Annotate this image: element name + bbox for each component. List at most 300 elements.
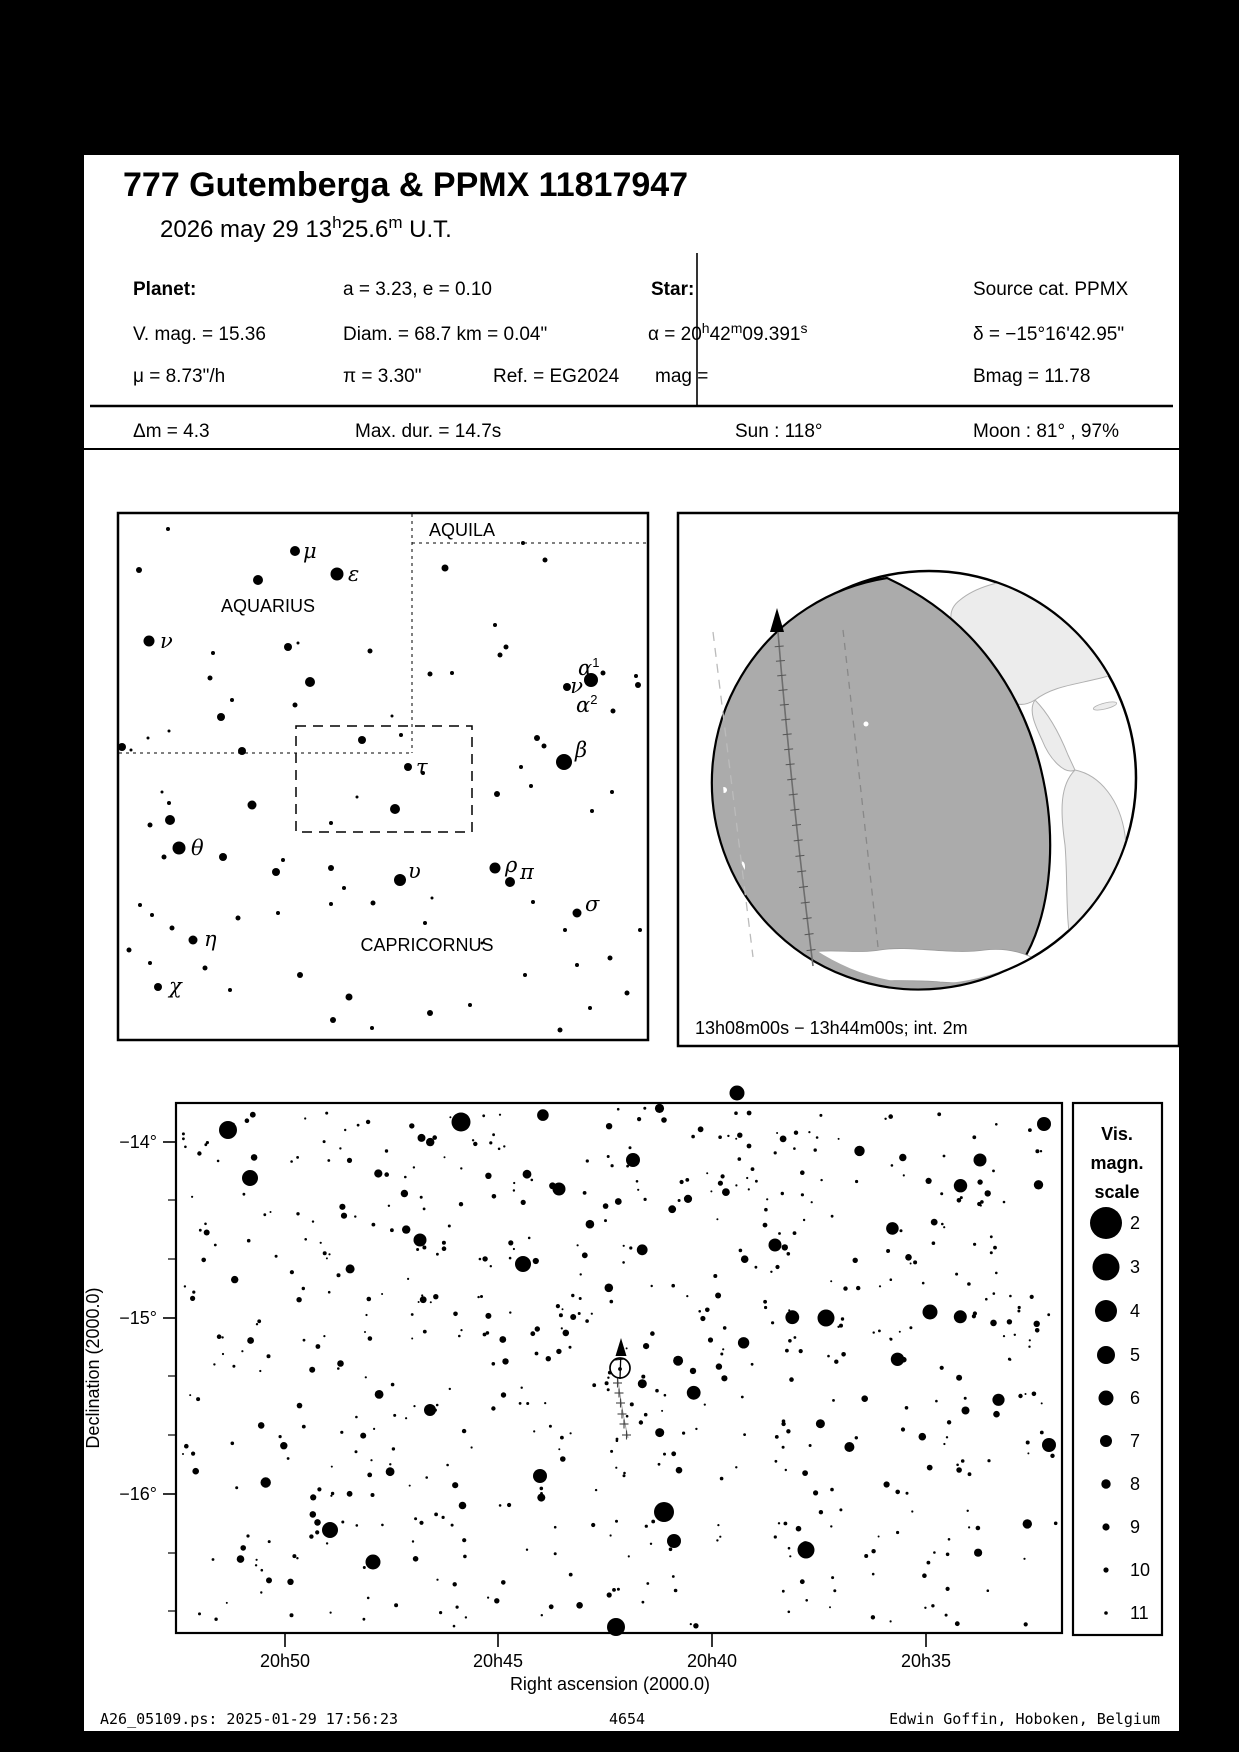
bright-star xyxy=(533,1469,547,1483)
field-star xyxy=(803,1219,805,1221)
field-star xyxy=(853,1258,858,1263)
field-star xyxy=(943,1443,945,1445)
field-star xyxy=(1041,1402,1043,1404)
field-star xyxy=(409,1485,411,1487)
field-star xyxy=(339,1147,341,1149)
field-star xyxy=(993,1246,997,1250)
star-greek-label: ν xyxy=(160,629,173,653)
star-dot xyxy=(523,973,527,977)
star-dot xyxy=(391,715,394,718)
field-star xyxy=(909,1326,912,1329)
star-dot xyxy=(394,874,406,886)
field-star xyxy=(499,1114,501,1116)
field-star xyxy=(259,1370,261,1372)
field-star xyxy=(946,1587,950,1591)
mag-sample-dot xyxy=(1097,1346,1115,1364)
field-star xyxy=(781,1422,785,1426)
bright-star xyxy=(974,1154,987,1167)
field-star xyxy=(710,1190,712,1192)
field-star xyxy=(257,1319,261,1323)
field-star xyxy=(231,1442,235,1446)
mag-sample-dot xyxy=(1099,1391,1114,1406)
star-dot xyxy=(248,801,257,810)
field-star xyxy=(720,1477,724,1481)
field-star xyxy=(831,1215,834,1218)
field-star xyxy=(650,1331,655,1336)
field-star xyxy=(774,1535,777,1538)
field-star xyxy=(785,1469,787,1471)
star-dot xyxy=(493,623,497,627)
field-star xyxy=(698,1126,704,1132)
field-star xyxy=(911,1510,913,1512)
field-star xyxy=(933,1551,936,1554)
field-star xyxy=(651,1285,653,1287)
field-star xyxy=(1034,1180,1043,1189)
field-star xyxy=(841,1317,844,1320)
field-star xyxy=(1035,1149,1039,1153)
bright-star xyxy=(769,1239,782,1252)
mag-value-label: 3 xyxy=(1130,1257,1141,1277)
page-title: 777 Gutemberga & PPMX 11817947 xyxy=(123,166,689,204)
field-star xyxy=(388,1205,390,1207)
planet-orbit: a = 3.23, e = 0.10 xyxy=(343,279,492,300)
field-star xyxy=(449,1388,451,1390)
field-star xyxy=(682,1432,685,1435)
field-star xyxy=(738,1157,742,1161)
mag-sample-dot xyxy=(1090,1207,1122,1239)
mag-sample-dot xyxy=(1093,1254,1120,1281)
field-star xyxy=(1040,1150,1042,1152)
star-dot xyxy=(428,672,433,677)
field-star xyxy=(411,1338,413,1340)
field-star xyxy=(537,1494,545,1502)
field-star xyxy=(775,1460,778,1463)
field-star xyxy=(375,1390,384,1399)
field-star xyxy=(309,1534,313,1538)
field-star xyxy=(838,1138,840,1140)
field-star xyxy=(687,1386,701,1400)
star-source-cat: Source cat. PPMX xyxy=(973,279,1129,300)
field-star xyxy=(290,1270,294,1274)
field-star xyxy=(899,1154,906,1161)
field-star xyxy=(721,1375,727,1381)
field-star xyxy=(816,1419,825,1428)
field-star xyxy=(674,1589,678,1593)
field-star xyxy=(356,1524,359,1527)
field-star xyxy=(782,1446,785,1449)
field-star xyxy=(296,1156,299,1159)
field-star xyxy=(231,1276,238,1283)
field-star xyxy=(416,1248,419,1251)
field-star xyxy=(323,1140,326,1143)
field-star xyxy=(827,1355,830,1358)
field-star xyxy=(987,1589,990,1592)
field-star xyxy=(485,1173,491,1179)
field-star xyxy=(879,1285,881,1287)
star-dot xyxy=(127,948,132,953)
x-axis-label: Right ascension (2000.0) xyxy=(509,1674,711,1694)
field-star xyxy=(411,1313,414,1316)
field-star xyxy=(715,1293,721,1299)
field-star xyxy=(314,1519,321,1526)
star-label: Star: xyxy=(651,279,695,300)
field-star xyxy=(987,1459,990,1462)
field-star xyxy=(442,1241,446,1245)
field-star xyxy=(489,1141,492,1144)
field-star xyxy=(905,1406,909,1410)
star-dot xyxy=(498,653,503,658)
field-star xyxy=(1027,1452,1029,1454)
star-dot xyxy=(208,676,213,681)
field-star xyxy=(540,1492,543,1495)
field-star xyxy=(655,1104,664,1113)
field-star xyxy=(722,1348,724,1350)
field-star xyxy=(931,1219,938,1226)
field-star xyxy=(977,1179,982,1184)
star-dot xyxy=(638,928,642,932)
field-star xyxy=(819,1114,822,1117)
field-star xyxy=(280,1442,287,1449)
field-star xyxy=(213,1363,215,1365)
field-star xyxy=(954,1179,967,1192)
field-star xyxy=(800,1579,805,1584)
field-star xyxy=(430,1301,432,1303)
field-star xyxy=(607,1388,610,1391)
star-dec: δ = −15°16'42.95" xyxy=(973,324,1125,345)
field-star xyxy=(462,1429,466,1433)
field-star xyxy=(995,1272,998,1275)
star-dot xyxy=(521,541,525,545)
star-dot xyxy=(442,565,449,572)
field-star xyxy=(629,1246,632,1249)
field-star xyxy=(690,1368,696,1374)
field-star xyxy=(747,1144,752,1149)
planet-label: Planet: xyxy=(133,279,197,300)
field-star xyxy=(501,1392,506,1397)
field-star xyxy=(407,1278,409,1280)
field-star xyxy=(643,1343,649,1349)
field-star xyxy=(419,1521,423,1525)
field-star xyxy=(811,1201,813,1203)
field-star xyxy=(861,1395,868,1402)
field-star xyxy=(586,1220,595,1229)
field-star xyxy=(477,1296,479,1298)
field-star xyxy=(612,1588,616,1592)
field-star xyxy=(611,1164,614,1167)
field-star xyxy=(418,1301,420,1303)
field-star xyxy=(901,1427,905,1431)
field-star xyxy=(641,1375,645,1379)
field-star xyxy=(913,1260,917,1264)
field-star xyxy=(615,1520,618,1523)
star-dot xyxy=(328,865,334,871)
field-star xyxy=(465,1616,467,1618)
y-tick-label: −16° xyxy=(119,1484,157,1504)
field-star xyxy=(422,1246,426,1250)
field-star xyxy=(535,1326,540,1331)
field-star xyxy=(899,1331,901,1333)
field-star xyxy=(232,1365,235,1368)
field-star xyxy=(787,1252,791,1256)
field-star xyxy=(604,1219,607,1222)
field-star xyxy=(673,1356,683,1366)
field-star xyxy=(716,1539,718,1541)
field-star xyxy=(831,1576,834,1579)
star-dot xyxy=(356,796,359,799)
star-dot xyxy=(543,558,548,563)
field-star xyxy=(554,1526,557,1529)
field-star xyxy=(903,1174,905,1176)
field-star xyxy=(764,1306,767,1309)
bright-star xyxy=(219,1121,237,1139)
field-star xyxy=(1047,1313,1050,1316)
field-star xyxy=(895,1490,900,1495)
field-star xyxy=(315,1530,319,1534)
field-star xyxy=(1024,1622,1028,1626)
field-star xyxy=(444,1156,446,1158)
field-star xyxy=(956,1467,962,1473)
star-dot xyxy=(608,956,613,961)
star-dot xyxy=(519,765,523,769)
field-star xyxy=(943,1155,946,1158)
field-star xyxy=(796,1526,802,1532)
field-star xyxy=(993,1411,1000,1418)
field-star xyxy=(251,1154,258,1161)
field-star xyxy=(793,1147,796,1150)
field-star xyxy=(878,1330,881,1333)
field-star xyxy=(973,1311,977,1315)
field-star xyxy=(226,1602,228,1604)
field-star xyxy=(844,1442,854,1452)
field-star xyxy=(556,1349,561,1354)
field-star xyxy=(509,1311,511,1313)
field-star xyxy=(946,1553,950,1557)
field-star xyxy=(720,1353,723,1356)
star-dot xyxy=(575,963,579,967)
field-star xyxy=(1007,1319,1012,1324)
star-dot xyxy=(534,735,540,741)
field-star xyxy=(985,1190,991,1196)
field-star xyxy=(240,1545,246,1551)
field-star xyxy=(855,1436,858,1439)
field-star xyxy=(337,1360,344,1367)
field-star xyxy=(684,1195,692,1203)
field-star xyxy=(948,1538,951,1541)
star-dot xyxy=(431,897,434,900)
event-date: 2026 may 29 13$^h$25.6$^m$ U.T. xyxy=(160,213,452,243)
field-star xyxy=(341,1213,347,1219)
field-star xyxy=(968,1472,972,1476)
x-tick-label: 20h45 xyxy=(472,1651,524,1671)
star-dot xyxy=(154,983,162,991)
field-star xyxy=(267,1354,271,1358)
field-star xyxy=(927,1561,931,1565)
field-star xyxy=(371,1493,375,1497)
field-star xyxy=(638,1379,647,1388)
field-star xyxy=(544,1402,546,1404)
field-star xyxy=(967,1282,971,1286)
mag-value-label: 9 xyxy=(1130,1517,1141,1537)
field-star xyxy=(373,1428,375,1430)
field-star xyxy=(191,1452,195,1456)
field-star xyxy=(755,1180,758,1183)
field-star xyxy=(1035,1328,1040,1333)
field-star xyxy=(788,1547,791,1550)
field-star xyxy=(290,1160,293,1163)
field-star xyxy=(521,1387,523,1389)
star-dot xyxy=(590,809,594,813)
star-greek-label: $\alpha^1$ xyxy=(578,655,600,680)
field-star xyxy=(535,1352,539,1356)
field-star xyxy=(436,1404,439,1407)
star-greek-label: β xyxy=(575,738,588,762)
field-star xyxy=(458,1335,461,1338)
field-star xyxy=(451,1524,454,1527)
field-star xyxy=(184,1146,187,1149)
field-star xyxy=(374,1169,382,1177)
field-star xyxy=(579,1297,582,1300)
field-star xyxy=(199,1229,202,1232)
field-star xyxy=(421,1294,423,1296)
field-star xyxy=(778,1522,780,1524)
field-star xyxy=(487,1597,489,1599)
field-star xyxy=(246,1534,249,1537)
field-star xyxy=(357,1124,360,1127)
bright-star xyxy=(667,1534,681,1548)
star-greek-label: σ xyxy=(585,892,600,916)
field-star xyxy=(513,1189,515,1191)
field-star xyxy=(323,1251,327,1255)
field-star xyxy=(680,1180,684,1184)
star-dot xyxy=(297,972,303,978)
star-greek-label: τ xyxy=(416,755,428,779)
field-star xyxy=(651,1520,655,1524)
field-star xyxy=(275,1255,278,1258)
field-star xyxy=(623,1474,626,1477)
field-star xyxy=(940,1366,944,1370)
field-star xyxy=(1028,1128,1032,1132)
star-dot xyxy=(297,642,300,645)
field-star xyxy=(800,1170,805,1175)
field-star xyxy=(250,1112,256,1118)
star-dot xyxy=(167,801,171,805)
field-star xyxy=(793,1231,797,1235)
field-star xyxy=(775,1435,779,1439)
field-star xyxy=(713,1274,717,1278)
field-star xyxy=(355,1450,358,1453)
star-dot xyxy=(342,886,346,890)
field-star xyxy=(809,1444,812,1447)
field-star xyxy=(789,1377,794,1382)
summary-moon: Moon : 81° , 97% xyxy=(973,421,1119,442)
field-star xyxy=(655,1389,659,1393)
field-star xyxy=(256,1323,258,1325)
field-star xyxy=(453,1582,457,1586)
field-star xyxy=(945,1614,948,1617)
field-star xyxy=(189,1394,191,1396)
field-star xyxy=(287,1457,290,1460)
field-star xyxy=(717,1524,719,1526)
field-star xyxy=(626,1347,628,1349)
summary-sun: Sun : 118° xyxy=(735,421,823,442)
field-star xyxy=(425,1476,428,1479)
field-star xyxy=(182,1453,184,1455)
planet-mu: μ = 8.73"/h xyxy=(133,366,226,387)
field-star xyxy=(540,1487,544,1491)
field-star xyxy=(471,1446,473,1448)
field-star xyxy=(607,1377,609,1379)
star-dot xyxy=(330,1017,336,1023)
field-star xyxy=(778,1232,781,1235)
field-star xyxy=(788,1611,791,1614)
field-star xyxy=(494,1598,499,1603)
field-star xyxy=(442,1516,445,1519)
field-star xyxy=(785,1310,799,1324)
field-star xyxy=(776,1132,778,1134)
field-star xyxy=(974,1549,982,1557)
field-star xyxy=(637,1244,648,1255)
footer-filename: A26_05109.ps: 2025-01-29 17:56:23 xyxy=(100,1710,399,1728)
field-star xyxy=(549,1604,554,1609)
field-star xyxy=(785,1349,789,1353)
y-tick-label: −15° xyxy=(119,1308,157,1328)
star-dot xyxy=(588,1006,592,1010)
field-star xyxy=(197,1151,201,1155)
field-star xyxy=(738,1337,749,1348)
field-star xyxy=(365,1376,367,1378)
field-star xyxy=(449,1116,451,1118)
bright-star xyxy=(322,1522,338,1538)
field-star xyxy=(737,1133,742,1138)
field-star xyxy=(503,1145,505,1147)
field-star xyxy=(327,1159,330,1162)
field-star xyxy=(1030,1295,1034,1299)
field-star xyxy=(690,1623,692,1625)
star-dot xyxy=(399,733,403,737)
field-star xyxy=(245,1118,250,1123)
field-star xyxy=(1003,1335,1005,1337)
star-dot xyxy=(170,926,175,931)
field-star xyxy=(922,1573,927,1578)
field-star xyxy=(871,1615,875,1619)
star-greek-label: μ xyxy=(303,539,317,563)
star-dot xyxy=(625,991,630,996)
star-dot xyxy=(138,903,142,907)
field-star xyxy=(1017,1310,1020,1313)
field-star xyxy=(302,1287,305,1290)
field-star xyxy=(663,1453,666,1456)
field-star xyxy=(523,1170,532,1179)
field-star xyxy=(636,1180,639,1183)
field-star xyxy=(721,1174,725,1178)
field-star xyxy=(433,1294,438,1299)
field-star xyxy=(799,1349,803,1353)
field-star xyxy=(615,1198,622,1205)
field-star xyxy=(241,1350,243,1352)
field-star xyxy=(456,1606,459,1609)
field-star xyxy=(955,1621,960,1626)
field-star xyxy=(263,1213,266,1216)
star-dot xyxy=(166,527,170,531)
field-star xyxy=(541,1614,543,1616)
field-star xyxy=(347,1491,353,1497)
field-star xyxy=(372,1223,376,1227)
field-star xyxy=(366,1120,370,1124)
mag-sample-dot xyxy=(1103,1567,1108,1572)
field-star xyxy=(255,1564,257,1566)
mag-sample-dot xyxy=(1101,1479,1110,1488)
field-star xyxy=(310,1494,316,1500)
